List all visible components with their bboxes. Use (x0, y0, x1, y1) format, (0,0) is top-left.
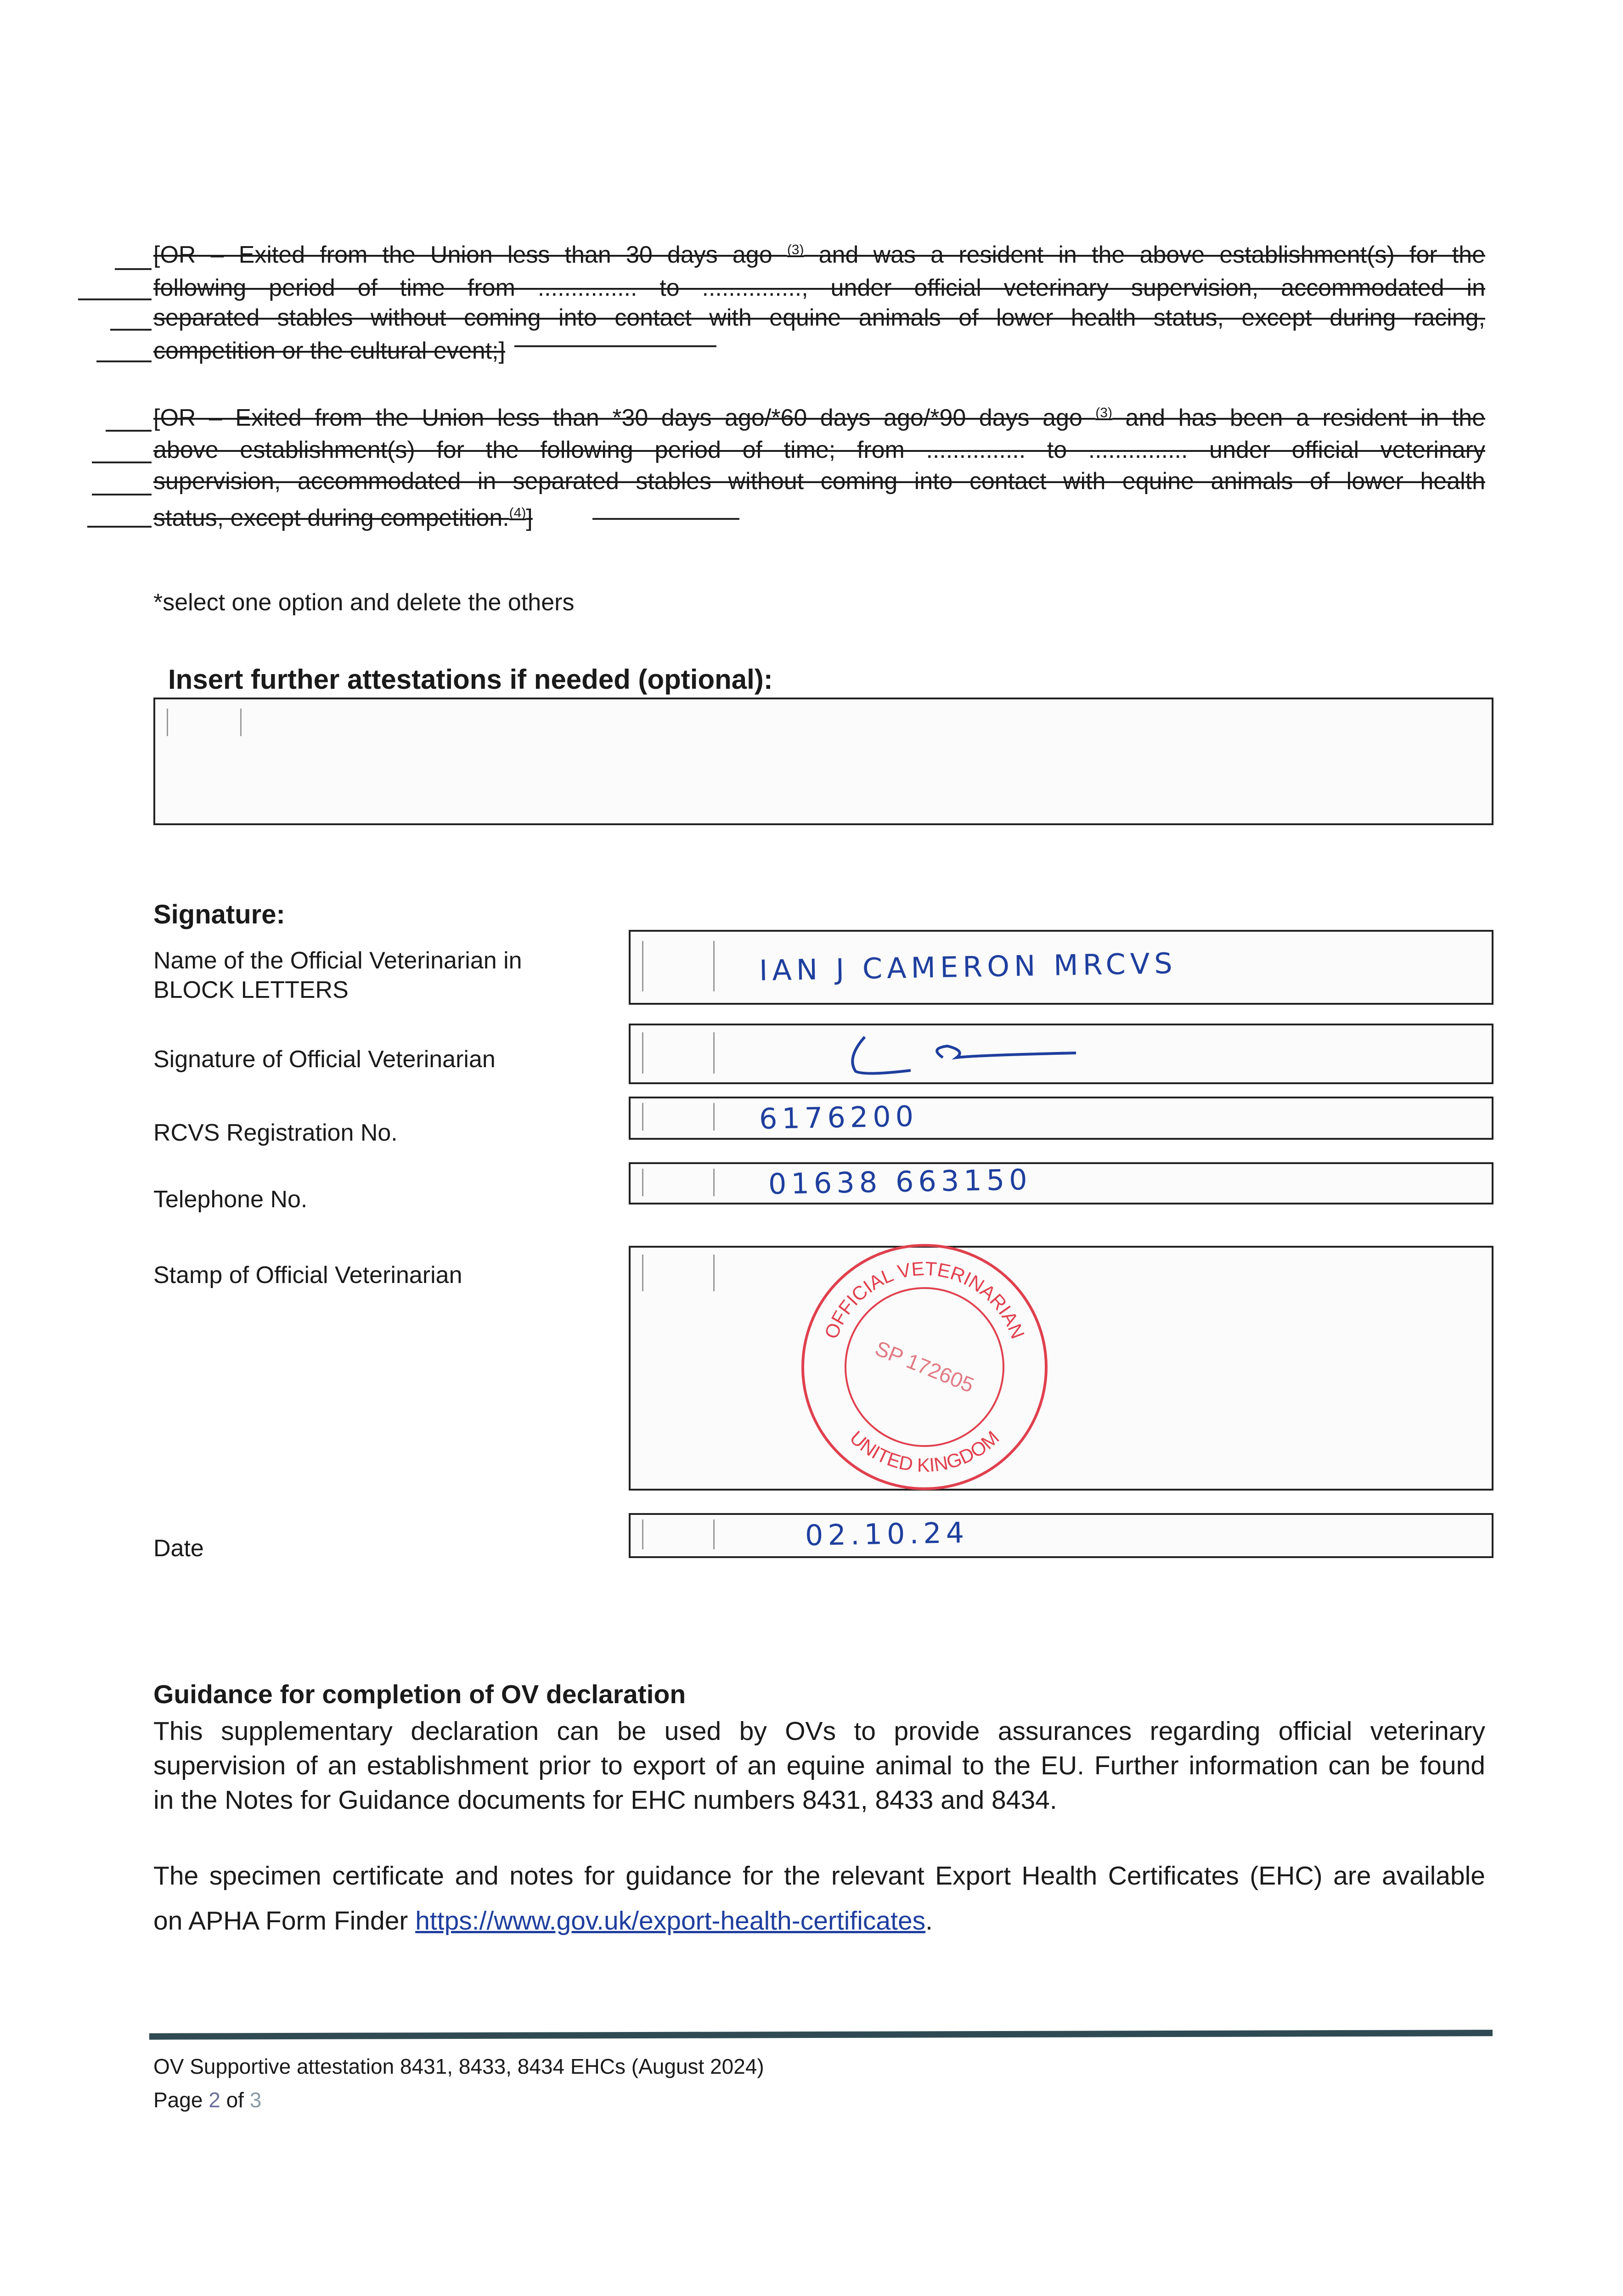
option-2-line-2: above establishment(s) for the following period of time; from ............... to ............... under official veterinary (153, 437, 1485, 463)
footer-divider (149, 2030, 1493, 2040)
telephone-field[interactable] (629, 1162, 1493, 1204)
footer-title: OV Supportive attestation 8431, 8433, 8434 EHCs (August 2024) (153, 2054, 764, 2078)
signature-field[interactable] (629, 1024, 1493, 1084)
further-attestations-field[interactable] (153, 698, 1493, 825)
export-health-certificates-link[interactable]: https://www.gov.uk/export-health-certificates (415, 1906, 926, 1936)
guidance-line-3: in the Notes for Guidance documents for EHC numbers 8431, 8433 and 8434. (153, 1785, 1057, 1815)
guidance-line-2: supervision of an establishment prior to export of an equine animal to the EU. Further information can be found (153, 1751, 1485, 1780)
guidance-line-5: on APHA Form Finder https://www.gov.uk/export-health-certificates. (153, 1906, 933, 1936)
stamp-top-text: OFFICIAL VETERINARIAN (820, 1257, 1029, 1342)
guidance-heading: Guidance for completion of OV declaration (153, 1680, 686, 1709)
stamp-field[interactable] (629, 1246, 1493, 1491)
name-label: Name of the Official Veterinarian in BLOCK LETTERS (153, 947, 522, 1003)
option-2-line-1: [OR – Exited from the Union less than *30 days ago/*60 days ago/*90 days ago $^{(3)}$ and has been a resident in the (153, 405, 1486, 431)
select-note: *select one option and delete the others (153, 589, 575, 616)
option-1-line-1: [OR – Exited from the Union less than 30 days ago $^{(3)}$ and was a resident in the above establishment(s) for the (153, 242, 1486, 268)
rcvs-field[interactable] (629, 1097, 1493, 1140)
stamp-label: Stamp of Official Veterinarian (153, 1262, 462, 1289)
rcvs-label: RCVS Registration No. (153, 1120, 398, 1146)
page-number: Page 2 of 3 (153, 2088, 262, 2112)
telephone-label: Telephone No. (153, 1186, 308, 1213)
date-field[interactable] (629, 1513, 1493, 1558)
signature-label: Signature of Official Veterinarian (153, 1046, 496, 1073)
handwritten-signature (837, 1030, 1205, 1080)
option-2-line-3: supervision, accommodated in separated stables without coming into contact with equine animals of lower health (153, 468, 1485, 495)
further-attestations-label: Insert further attestations if needed (optional): (168, 664, 773, 695)
date-value: 02.10.24 (805, 1515, 969, 1553)
telephone-value: 01638 663150 (768, 1163, 1032, 1201)
stamp-bottom-text: UNITED KINGDOM (845, 1426, 1003, 1476)
name-value: IAN J CAMERON MRCVS (759, 946, 1178, 987)
guidance-line-4: The specimen certificate and notes for guidance for the relevant Export Health Certificates (EHC) are available (153, 1861, 1485, 1891)
stamp-number: SP 172605 (872, 1336, 978, 1397)
official-veterinarian-stamp (796, 1238, 1053, 1496)
option-1-line-4: competition or the cultural event;] (153, 338, 505, 364)
option-2-line-4: status, except during competition.$^{(4)}$] (153, 505, 533, 531)
name-field[interactable] (629, 930, 1493, 1005)
date-label: Date (153, 1535, 204, 1562)
guidance-line-1: This supplementary declaration can be used by OVs to provide assurances regarding official veterinary (153, 1716, 1485, 1746)
signature-heading: Signature: (153, 900, 285, 929)
rcvs-value: 6176200 (759, 1099, 919, 1136)
option-1-line-2: following period of time from ............... to ..............., under official veterinary supervision, accommodated in (153, 275, 1485, 301)
option-1-line-3: separated stables without coming into contact with equine animals of lower health status, except during racing, (153, 304, 1485, 331)
